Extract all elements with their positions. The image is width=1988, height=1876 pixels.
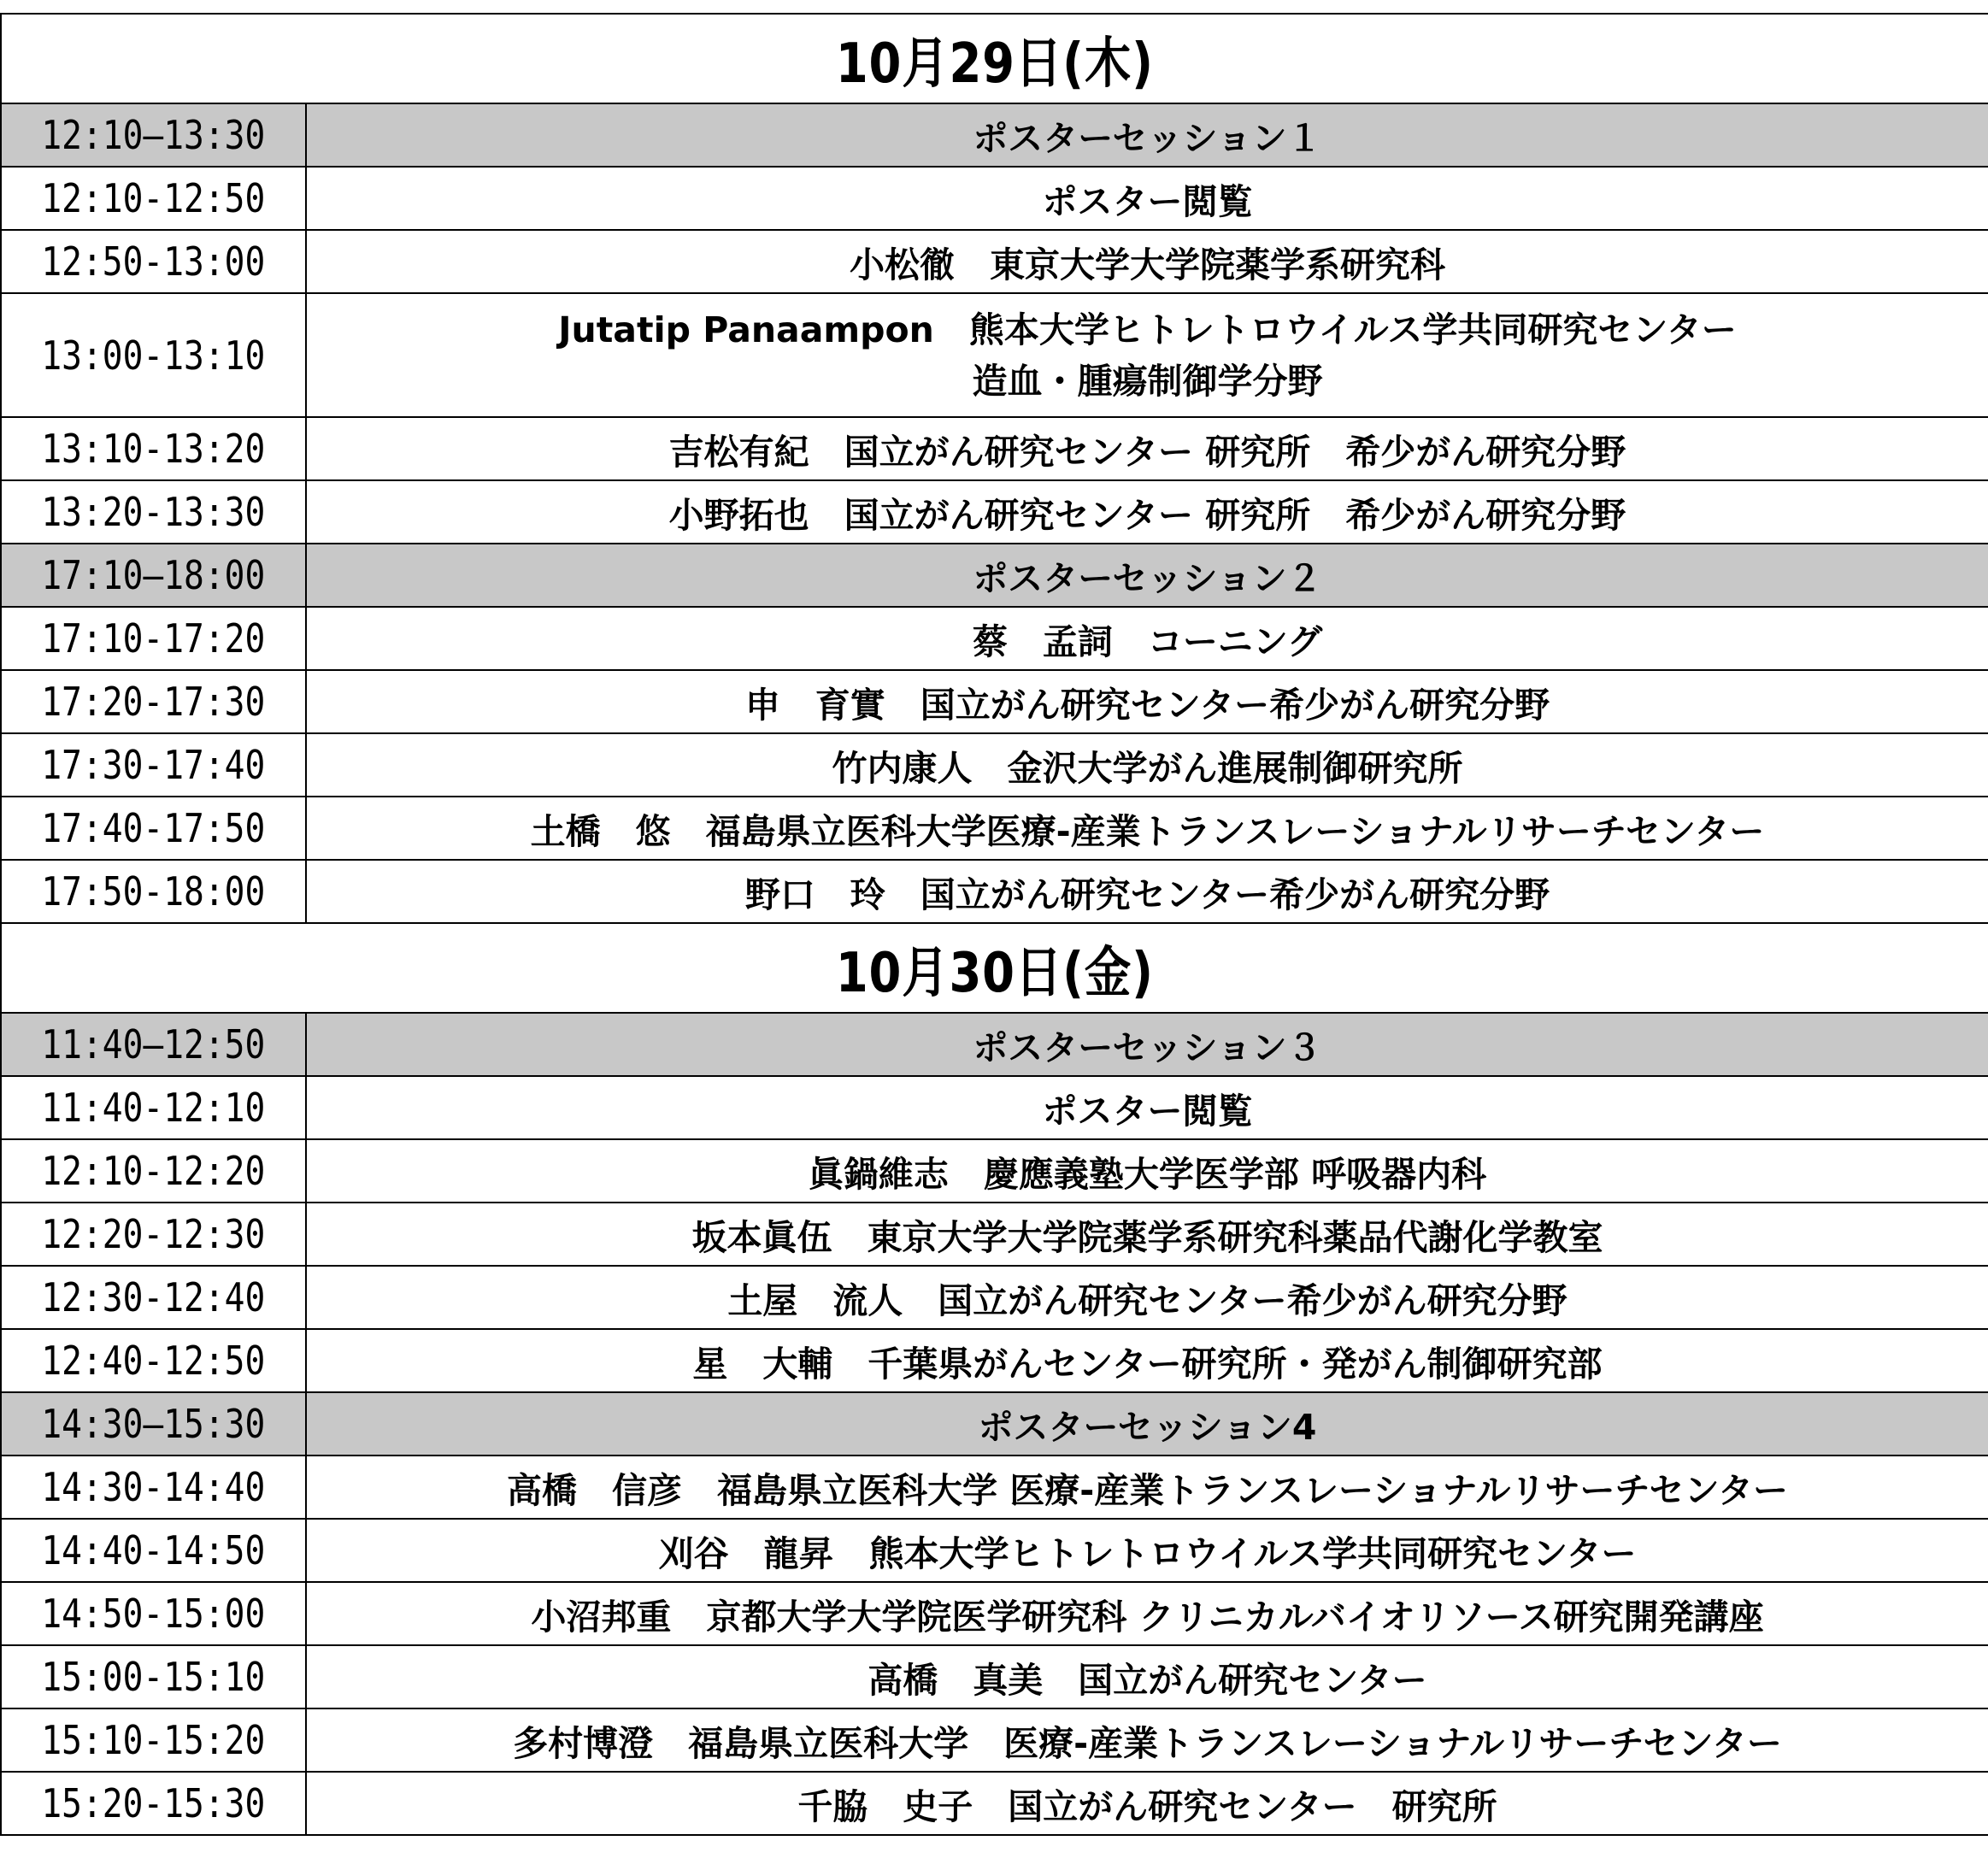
presentation-row xyxy=(1,417,1988,480)
presenter-affiliation: ポスター閲覧 xyxy=(1042,180,1253,222)
time-text: 12:10-12:50 xyxy=(41,175,266,221)
presenter-cell xyxy=(306,417,1988,480)
time-cell xyxy=(1,797,306,860)
session-header-row xyxy=(1,103,1988,167)
session-title: ポスターセッション２ xyxy=(973,557,1322,599)
time-text: 17:10—18:00 xyxy=(41,552,266,598)
day-title-text: 10月29日(木) xyxy=(836,32,1154,96)
presentation-row xyxy=(1,230,1988,293)
presenter-affiliation: 多村博澄 福島県立医科大学 医療-産業トランスレーショナルリサーチセンター xyxy=(513,1722,1782,1764)
time-text: 17:30-17:40 xyxy=(41,742,266,788)
time-text: 13:10-13:20 xyxy=(41,426,266,472)
presenter-cell xyxy=(306,1203,1988,1266)
day-header-row xyxy=(1,923,1988,1013)
time-cell xyxy=(1,167,306,230)
time-cell xyxy=(1,607,306,670)
presenter-affiliation: 星 大輔 千葉県がんセンター研究所・発がん制御研究部 xyxy=(692,1343,1603,1385)
presenter-affiliation: 高橋 真美 国立がん研究センター xyxy=(868,1659,1427,1701)
presenter-cell xyxy=(306,293,1988,417)
presenter-cell xyxy=(306,797,1988,860)
session-title-cell xyxy=(306,544,1988,607)
day-title-text: 10月30日(金) xyxy=(836,941,1154,1005)
presentation-row xyxy=(1,860,1988,923)
presenter-cell xyxy=(306,1266,1988,1329)
time-text: 12:10-12:20 xyxy=(41,1148,266,1194)
session-title-cell xyxy=(306,1013,1988,1076)
time-text: 15:10-15:20 xyxy=(41,1717,266,1763)
presenter-cell xyxy=(306,1076,1988,1139)
time-cell xyxy=(1,480,306,544)
presentation-row xyxy=(1,1772,1988,1835)
presenter-cell xyxy=(306,167,1988,230)
time-cell xyxy=(1,733,306,797)
time-text: 15:00-15:10 xyxy=(41,1654,266,1700)
presenter-cell xyxy=(306,1772,1988,1835)
presentation-row xyxy=(1,607,1988,670)
presenter-affiliation: 土屋 流人 国立がん研究センター希少がん研究分野 xyxy=(727,1279,1567,1321)
day-header-row xyxy=(1,14,1988,103)
time-text: 14:50-15:00 xyxy=(41,1591,266,1637)
time-cell xyxy=(1,1266,306,1329)
presenter-affiliation: 小松徹 東京大学大学院薬学系研究科 xyxy=(850,244,1445,285)
presenter-cell xyxy=(306,1519,1988,1582)
time-cell xyxy=(1,417,306,480)
time-cell xyxy=(1,1392,306,1456)
presentation-row xyxy=(1,1076,1988,1139)
presentation-row xyxy=(1,1139,1988,1203)
time-text: 11:40-12:10 xyxy=(41,1085,266,1131)
presenter-cell xyxy=(306,733,1988,797)
time-text: 17:40-17:50 xyxy=(41,805,266,851)
presenter-affiliation: 吉松有紀 国立がん研究センター 研究所 希少がん研究分野 xyxy=(668,431,1626,473)
session-title: ポスターセッション4 xyxy=(978,1406,1317,1448)
session-header-row xyxy=(1,1013,1988,1076)
time-cell xyxy=(1,1076,306,1139)
time-cell xyxy=(1,1203,306,1266)
presenter-affiliation: 小野拓也 国立がん研究センター 研究所 希少がん研究分野 xyxy=(668,494,1626,536)
time-cell xyxy=(1,1772,306,1835)
time-text: 17:20-17:30 xyxy=(41,679,266,725)
time-text: 11:40—12:50 xyxy=(41,1021,266,1067)
presenter-cell xyxy=(306,1645,1988,1708)
presenter-cell xyxy=(306,1456,1988,1519)
time-text: 12:40-12:50 xyxy=(41,1338,266,1384)
day-title xyxy=(1,923,1988,1013)
presenter-cell xyxy=(306,480,1988,544)
day-title xyxy=(1,14,1988,103)
time-cell xyxy=(1,103,306,167)
presentation-row xyxy=(1,733,1988,797)
poster-schedule-table xyxy=(0,13,1988,1836)
presentation-row xyxy=(1,167,1988,230)
time-cell xyxy=(1,293,306,417)
time-cell xyxy=(1,1708,306,1772)
time-text: 17:10-17:20 xyxy=(41,615,266,662)
presenter-affiliation: 小沼邦重 京都大学大学院医学研究科 クリニカルバイオリソース研究開発講座 xyxy=(531,1596,1764,1638)
presentation-row xyxy=(1,1266,1988,1329)
time-cell xyxy=(1,230,306,293)
time-text: 15:20-15:30 xyxy=(41,1780,266,1826)
presenter-cell xyxy=(306,230,1988,293)
session-header-row xyxy=(1,544,1988,607)
time-cell xyxy=(1,1645,306,1708)
time-cell xyxy=(1,860,306,923)
session-title-cell xyxy=(306,103,1988,167)
presentation-row xyxy=(1,1329,1988,1392)
presenter-affiliation: 刈谷 龍昇 熊本大学ヒトレトロウイルス学共同研究センター xyxy=(658,1532,1637,1574)
time-cell xyxy=(1,1139,306,1203)
presenter-affiliation: 竹内康人 金沢大学がん進展制御研究所 xyxy=(832,747,1463,789)
time-cell xyxy=(1,1329,306,1392)
presentation-row xyxy=(1,293,1988,417)
session-title: ポスターセッション１ xyxy=(973,117,1322,159)
presenter-affiliation: 造血・腫瘍制御学分野 xyxy=(972,360,1323,402)
session-title: ポスターセッション３ xyxy=(973,1026,1322,1068)
time-text: 12:50-13:00 xyxy=(41,238,266,285)
time-cell xyxy=(1,1519,306,1582)
presenter-affiliation: 申 育實 国立がん研究センター希少がん研究分野 xyxy=(744,684,1550,726)
presentation-row xyxy=(1,797,1988,860)
time-cell xyxy=(1,1456,306,1519)
presenter-cell xyxy=(306,1139,1988,1203)
presenter-affiliation: 千脇 史子 国立がん研究センター 研究所 xyxy=(797,1785,1497,1827)
time-text: 13:20-13:30 xyxy=(41,489,266,535)
presenter-affiliation: 蔡 孟詞 コーニング xyxy=(972,620,1323,662)
presenter-cell xyxy=(306,860,1988,923)
time-text: 12:30-12:40 xyxy=(41,1274,266,1320)
session-header-row xyxy=(1,1392,1988,1456)
time-cell xyxy=(1,544,306,607)
presenter-affiliation: 高橋 信彦 福島県立医科大学 医療-産業トランスレーショナルリサーチセンター xyxy=(506,1469,1789,1511)
time-cell xyxy=(1,1582,306,1645)
time-text: 17:50-18:00 xyxy=(41,868,266,914)
time-text: 14:30-14:40 xyxy=(41,1464,266,1510)
presenter-cell xyxy=(306,670,1988,733)
presentation-row xyxy=(1,1582,1988,1645)
presenter-affiliation: 野口 玲 国立がん研究センター希少がん研究分野 xyxy=(744,873,1550,915)
time-text: 14:40-14:50 xyxy=(41,1527,266,1573)
time-text: 13:00-13:10 xyxy=(41,332,266,379)
presenter-affiliation: Jutatip Panaampon 熊本大学ヒトレトロウイルス学共同研究センター xyxy=(558,309,1737,350)
presentation-row xyxy=(1,1645,1988,1708)
presentation-row xyxy=(1,1456,1988,1519)
presenter-cell xyxy=(306,1708,1988,1772)
presentation-row xyxy=(1,1203,1988,1266)
presenter-affiliation: ポスター閲覧 xyxy=(1042,1090,1253,1132)
time-cell xyxy=(1,670,306,733)
presentation-row xyxy=(1,1519,1988,1582)
session-title-cell xyxy=(306,1392,1988,1456)
time-text: 14:30—15:30 xyxy=(41,1401,266,1447)
presenter-affiliation: 坂本眞伍 東京大学大学院薬学系研究科薬品代謝化学教室 xyxy=(691,1216,1603,1258)
presentation-row xyxy=(1,480,1988,544)
presenter-affiliation: 眞鍋維志 慶應義塾大学医学部 呼吸器内科 xyxy=(808,1153,1487,1195)
time-text: 12:10—13:30 xyxy=(41,112,266,158)
presenter-cell xyxy=(306,607,1988,670)
presenter-cell xyxy=(306,1582,1988,1645)
presentation-row xyxy=(1,670,1988,733)
time-text: 12:20-12:30 xyxy=(41,1211,266,1257)
presenter-cell xyxy=(306,1329,1988,1392)
presentation-row xyxy=(1,1708,1988,1772)
presenter-affiliation: 土橋 悠 福島県立医科大学医療-産業トランスレーショナルリサーチセンター xyxy=(530,810,1765,852)
time-cell xyxy=(1,1013,306,1076)
